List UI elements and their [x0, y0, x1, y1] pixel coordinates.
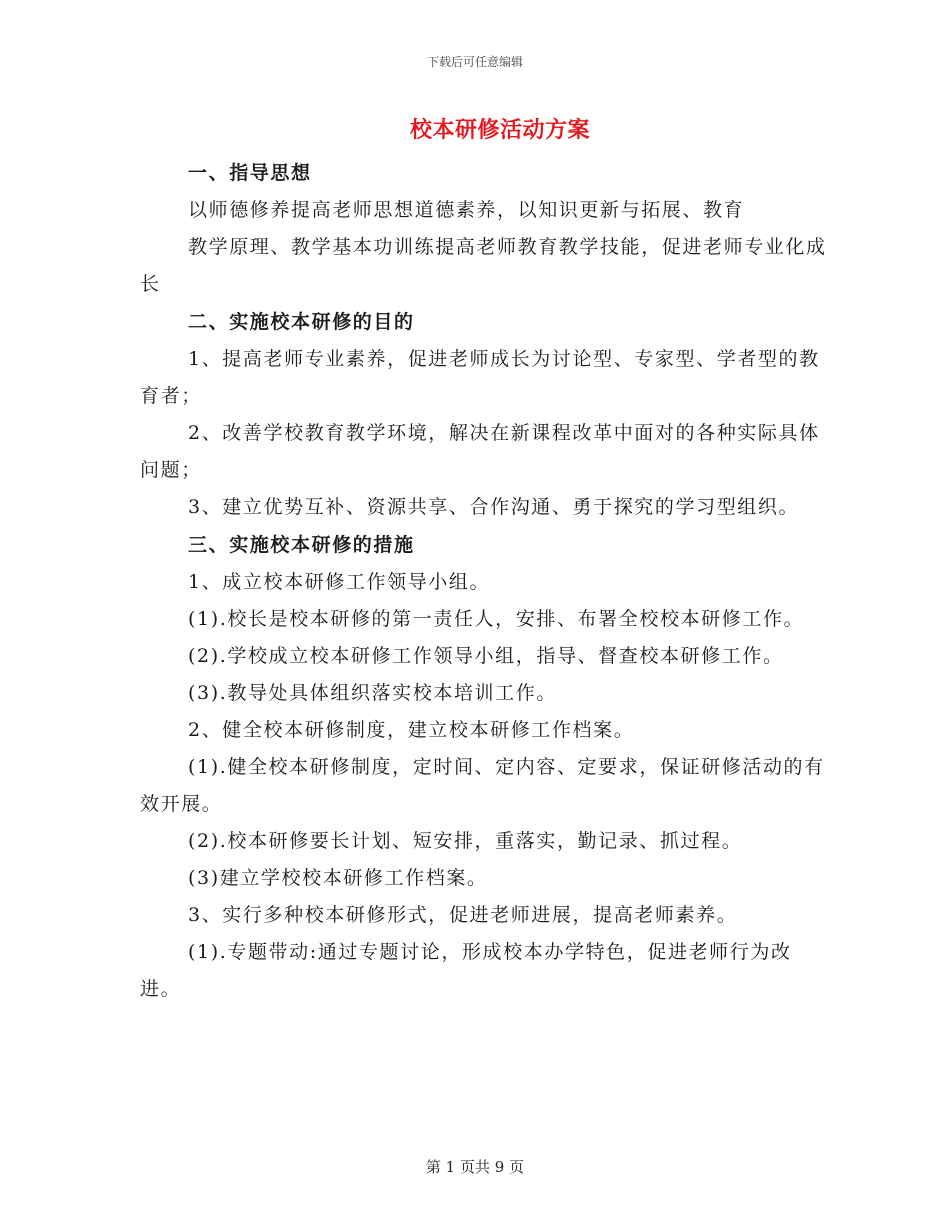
body-paragraph: 2、健全校本研修制度，建立校本研修工作档案。: [188, 719, 635, 741]
body-paragraph: (3).教导处具体组织落实校本培训工作。: [188, 682, 557, 704]
document-title: 校本研修活动方案: [409, 117, 590, 143]
section-heading: 二、实施校本研修的目的: [188, 311, 415, 333]
body-paragraph: 2、改善学校教育教学环境，解决在新课程改革中面对的各种实际具体问题；: [140, 422, 820, 481]
body-paragraph: (1).校长是校本研修的第一责任人，安排、布署全校校本研修工作。: [188, 608, 805, 630]
body-paragraph: (3)建立学校校本研修工作档案。: [188, 867, 488, 889]
body-paragraph: 1、提高老师专业素养，促进老师成长为讨论型、专家型、学者型的教育者；: [140, 348, 820, 407]
body-paragraph: 1、成立校本研修工作领导小组。: [188, 571, 491, 593]
body-paragraph: 以师德修养提高老师思想道德素养，以知识更新与拓展、教育: [188, 199, 745, 221]
body-paragraph: (2).校本研修要长计划、短安排，重落实，勤记录、抓过程。: [188, 830, 743, 852]
document-body: [140, 154, 830, 1008]
body-paragraph: 3、实行多种校本研修形式，促进老师进展，提高老师素养。: [188, 904, 738, 926]
body-paragraph: (2).学校成立校本研修工作领导小组，指导、督查校本研修工作。: [188, 645, 784, 667]
body-paragraph: 3、建立优势互补、资源共享、合作沟通、勇于探究的学习型组织。: [188, 496, 800, 518]
body-paragraph: 教学原理、教学基本功训练提高老师教育教学技能，促进老师专业化成长: [140, 236, 827, 295]
header-note: 下载后可任意编辑: [426, 55, 523, 69]
page-footer: 第 1 页共 9 页: [425, 1158, 525, 1176]
body-paragraph: (1).健全校本研修制度，定时间、定内容、定要求，保证研修活动的有效开展。: [140, 756, 825, 815]
section-heading: 一、指导思想: [188, 162, 312, 184]
section-heading: 三、实施校本研修的措施: [188, 534, 415, 556]
body-paragraph: (1).专题带动:通过专题讨论，形成校本办学特色，促进老师行为改进。: [140, 941, 792, 1000]
